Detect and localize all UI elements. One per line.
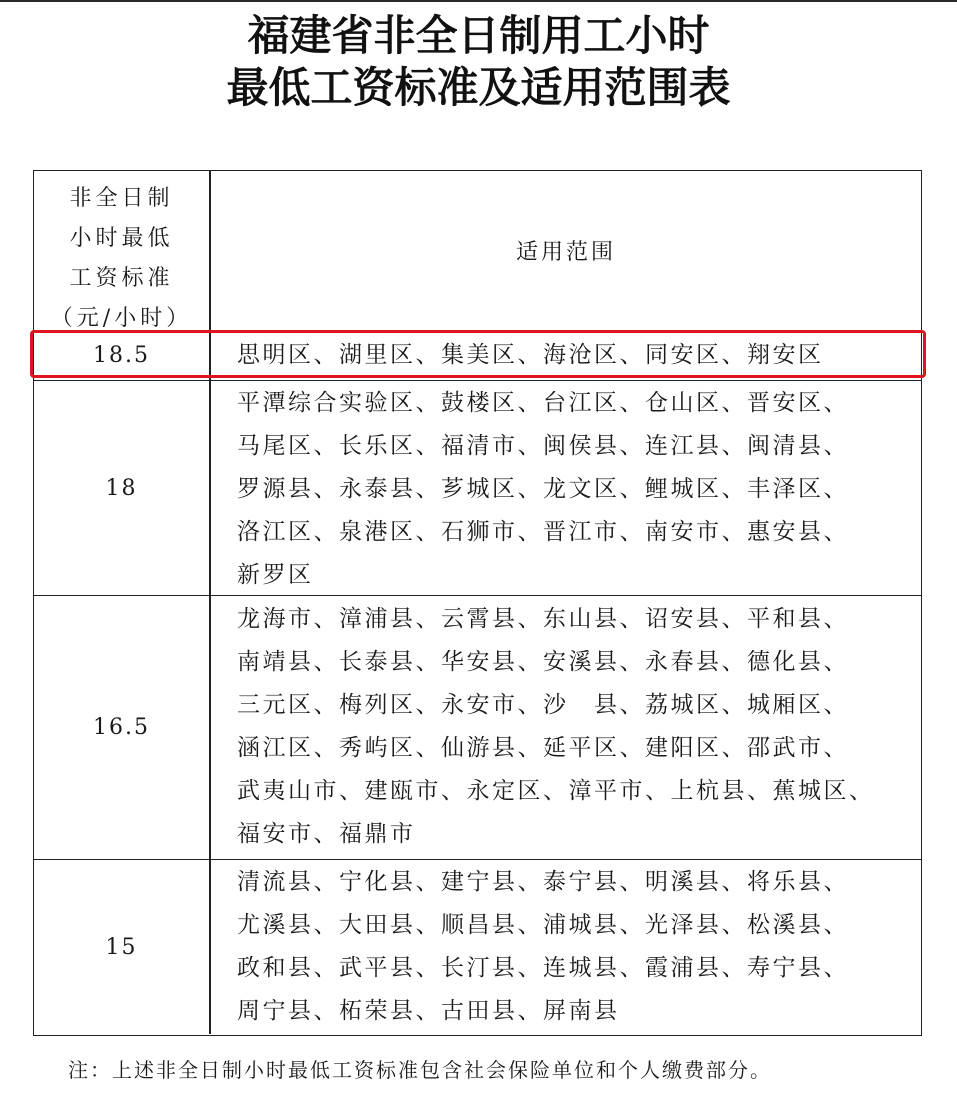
scope-line: 龙海市、漳浦县、云霄县、东山县、诏安县、平和县、 (237, 606, 849, 632)
table-header-row (34, 171, 921, 330)
scope-line: 南靖县、长泰县、华安县、安溪县、永春县、德化县、 (237, 649, 849, 675)
footnote: 注：上述非全日制小时最低工资标准包含社会保险单位和个人缴费部分。 (68, 1058, 772, 1082)
document-title (0, 10, 957, 114)
title-line-2: 最低工资标准及适用范围表 (226, 63, 731, 112)
rate-cell: 18.5 (93, 343, 150, 368)
scope-cell (211, 381, 921, 595)
scope-line: 政和县、武平县、长汀县、连城县、霞浦县、寿宁县、 (237, 955, 849, 981)
header-rate (34, 179, 209, 339)
scope-line: 三元区、梅列区、永安市、沙 县、荔城区、城厢区、 (237, 692, 849, 718)
header-rate-line: （元/小时） (50, 306, 193, 331)
table-row (34, 859, 921, 1034)
scope-cell (211, 596, 921, 859)
header-rate-line: 非全日制 (69, 186, 174, 211)
scope-line: 武夷山市、建瓯市、永定区、漳平市、上杭县、蕉城区、 (237, 778, 875, 804)
rate-cell: 18 (105, 475, 138, 501)
scope-line: 福安市、福鼎市 (237, 821, 416, 847)
top-rule (0, 0, 957, 2)
scope-line: 新罗区 (237, 562, 314, 588)
scope-line: 尤溪县、大田县、顺昌县、浦城县、光泽县、松溪县、 (237, 912, 849, 938)
wage-table (33, 170, 922, 1036)
scope-line: 涵江区、秀屿区、仙游县、延平区、建阳区、邵武市、 (237, 735, 849, 761)
rate-cell: 16.5 (93, 715, 150, 740)
scope-line: 周宁县、柘荣县、古田县、屏南县 (237, 998, 620, 1024)
table-row (34, 595, 921, 859)
scope-line: 马尾区、长乐区、福清市、闽侯县、连江县、闽清县、 (237, 433, 849, 459)
scope-line: 思明区、湖里区、集美区、海沧区、同安区、翔安区 (237, 342, 824, 368)
rate-cell: 15 (105, 934, 138, 960)
scope-line: 洛江区、泉港区、石狮市、晋江市、南安市、惠安县、 (237, 519, 849, 545)
table-row (34, 380, 921, 595)
table-row (34, 330, 921, 380)
header-rate-line: 小时最低 (69, 226, 174, 251)
scope-cell (211, 860, 921, 1034)
title-line-1: 福建省非全日制用工小时 (247, 11, 710, 60)
scope-line: 罗源县、永泰县、芗城区、龙文区、鲤城区、丰泽区、 (237, 476, 849, 502)
scope-line: 清流县、宁化县、建宁县、泰宁县、明溪县、将乐县、 (237, 869, 849, 895)
scope-cell (211, 331, 921, 380)
header-scope: 适用范围 (515, 240, 616, 265)
header-rate-line: 工资标准 (69, 266, 174, 291)
scope-line: 平潭综合实验区、鼓楼区、台江区、仓山区、晋安区、 (237, 390, 849, 416)
